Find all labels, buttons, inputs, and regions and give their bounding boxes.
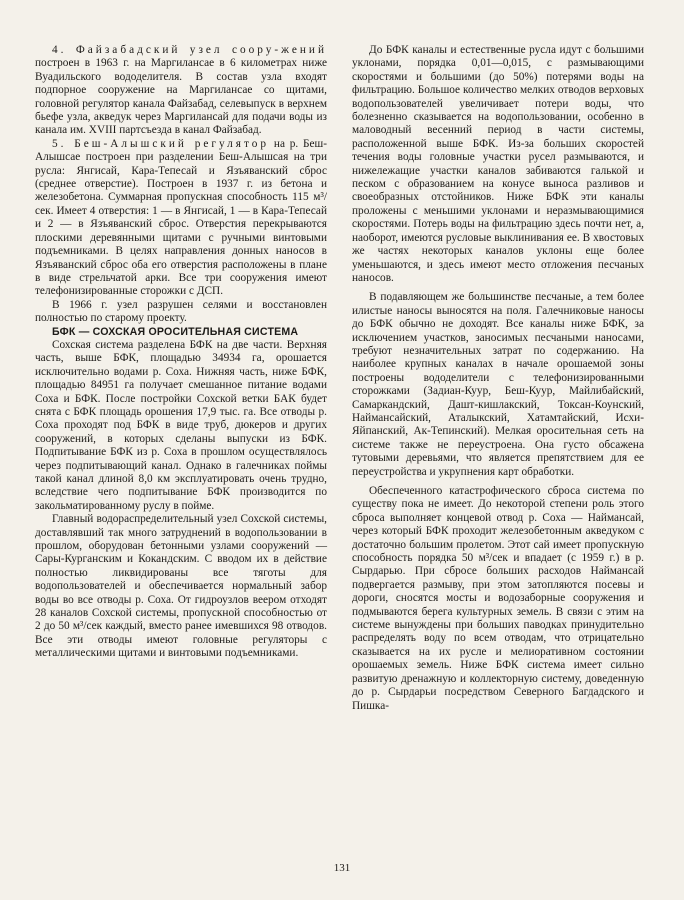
paragraph-lead: 5. Беш-Алышский регулятор [52, 137, 270, 150]
paragraph-main-node: Главный водораспределительный узел Сохской системы, доставлявший так много затруднений в водопользовании в прошлом, оборудован бетонными узлами сооружений — Сары-Курганским и Кокандским. С вводом их в действие полностью ликвидированы все тяготы для водопользователей и обеспечивается нормальный забор воды во все отводы р. Соха. От гидроузлов веером отходят 28 каналов Сохской системы, пропускной способностью от 2 до 50 м³/сек каждый, вместо ранее имевшихся 98 отводов. Все эти отводы имеют головные регуляторы с металлическими щитами и винтовыми подъемниками. [35, 513, 327, 660]
paragraph-lead: 4. Файзабадский узел соору-жений [52, 44, 327, 56]
paragraph-text: построен в 1963 г. на Маргилансае в 6 километрах ниже Вуадильского вододелителя. В состав узла входят подпорное сооружение на Маргилансае со щитами, головной регулятор канала Файзабад, селевыпуск в верхнем бьефе узла, акведук через Маргилансай для подачи воды из канала им. XVIII партсъезда в канал Файзабад. [35, 57, 327, 137]
paragraph-besh-alysh-regulator [35, 138, 327, 299]
right-column [352, 44, 644, 713]
paragraph-spillway: Обеспеченного катастрофического сброса система по существу пока не имеет. До некоторой степени роль этого сброса выполняет концевой отвод р. Соха — Найманcай, через который БФК проходит железобетонным акведуком с достаточно большим пролетом. Этот сай имеет пропускную способность порядка 50 м³/сек и впадает (с 1959 г.) в р. Сырдарью. При сбросе больших расходов Найманcай подвергается размыву, при этом затопляются посевы и дороги, сносятся мосты и водозаборные сооружения и подмываются берега культурных земель. В связи с этим на системе вынуждены при больших паводках принудительно распределять воду по всем отводам, что отрицательно сказывается на их русле и мелиоративном состоянии орошаемых земель. Ниже БФК система имеет сильно развитую дренажную и коллекторную систему, доведенную до р. Сырдарьи посредством Северного Багдадского и Пишка- [352, 485, 644, 712]
paragraph-faizabad-node [35, 44, 327, 138]
paragraph-sediments: В подавляющем же большинстве песчаные, а тем более илистые наносы выносятся на поля. Галечниковые наносы до БФК обычно не доходят. Все каналы ниже БФК, за исключением участков, заносимых песчаными наносами, требуют незначительных затрат по содержанию. На наиболее крупных каналах в начале орошаемой зоны построены вододелители с телефонизированными сторожками (Задиан-Куур, Беш-Куур, Майлибайский, Самаркандский, Дашт-кишлакский, Токсан-Коунский, Наймансайский, Аталыкский, Хатамтайский, Исхи-Яйпанский, Ак-Тепинский). Мелкая оросительная сеть на системе также не переустроена. Она густо обсажена тутовыми деревьями, что является препятствием для ее переустройства и укрупнения карт обработки. [352, 291, 644, 478]
paragraph-sokh-system: Сохская система разделена БФК на две части. Верхняя часть, выше БФК, площадью 34934 га, орошается исключительно водами р. Соха. Нижняя часть, ниже БФК, площадью 84951 га получает смешанное питание водами Соха и БФК. После постройки Сохской ветки БАК будет снята с БФК площадь орошения 17,9 тыс. га. Все отводы р. Соха проходят под БФК в виде труб, дюкеров и других сооружений, в которых сделаны выпуски из БФК. Подпитывание БФК из р. Соха в прошлом осуществлялось через подпитывающий канал. Однако в галечниках поймы такой канал длиной 8,0 км эксплуатировать очень трудно, вследствие чего подпитывание БФК производится по закольматированному руслу в пойме. [35, 338, 327, 512]
section-heading: БФК — СОХСКАЯ ОРОСИТЕЛЬНАЯ СИСТЕМА [52, 325, 299, 338]
page-number: 131 [333, 862, 351, 874]
paragraph-restoration: В 1966 г. узел разрушен селями и восстановлен полностью по старому проекту. [35, 298, 327, 325]
paragraph-slopes: До БФК каналы и естественные русла идут с большими уклонами, порядка 0,01—0,015, с размывающими скоростями и большими (до 50%) потерями воды на фильтрацию. Большое количество мелких отводов верховых водопользователей увеличивает потери воды, что болезненно сказывается на водопользовании, особенно в маловодный весенний период в части системы, расположенной выше БФК. Из-за больших скоростей течения воды головные участки русел размываются, и нижележащие участки каналов забиваются галькой и песком с образованием на конусе выноса разливов и своеобразных отстойников. Ниже БФК эти каналы проложены с меньшими уклонами и неразмывающимися скоростями. Потерь воды на фильтрацию здесь почти нет, а, наоборот, имеются русловые выклинивания ее. В хвостовых же частях некоторых каналов уклоны еще более уменьшаются, и здесь имеют место отложения песчаных наносов. [352, 44, 644, 284]
paragraph-text: на р. Беш-Алышсае построен при разделении Беш-Алышсая на три русла: Янгисай, Кара-Тепесай и Язъяванский сброс (среднее отверстие). Построен в 1937 г. из бетона и железобетона. Суммарная пропускная способность 115 м³/сек. Имеет 4 отверстия: 1 — в Янгисай, 1 — в Кара-Тепесай и 2 — в Язъяванский сброс. Отверстия перекрываются плоскими деревянными щитами с ручными винтовыми подъемниками. В целях направления донных наносов в Язъяванский сброс оба его отверстия расположены в плане в виде стрельчатой арки. Все три сооружения имеют телефонизированные сторожки с ДСП. [35, 137, 327, 298]
left-column [35, 44, 327, 661]
